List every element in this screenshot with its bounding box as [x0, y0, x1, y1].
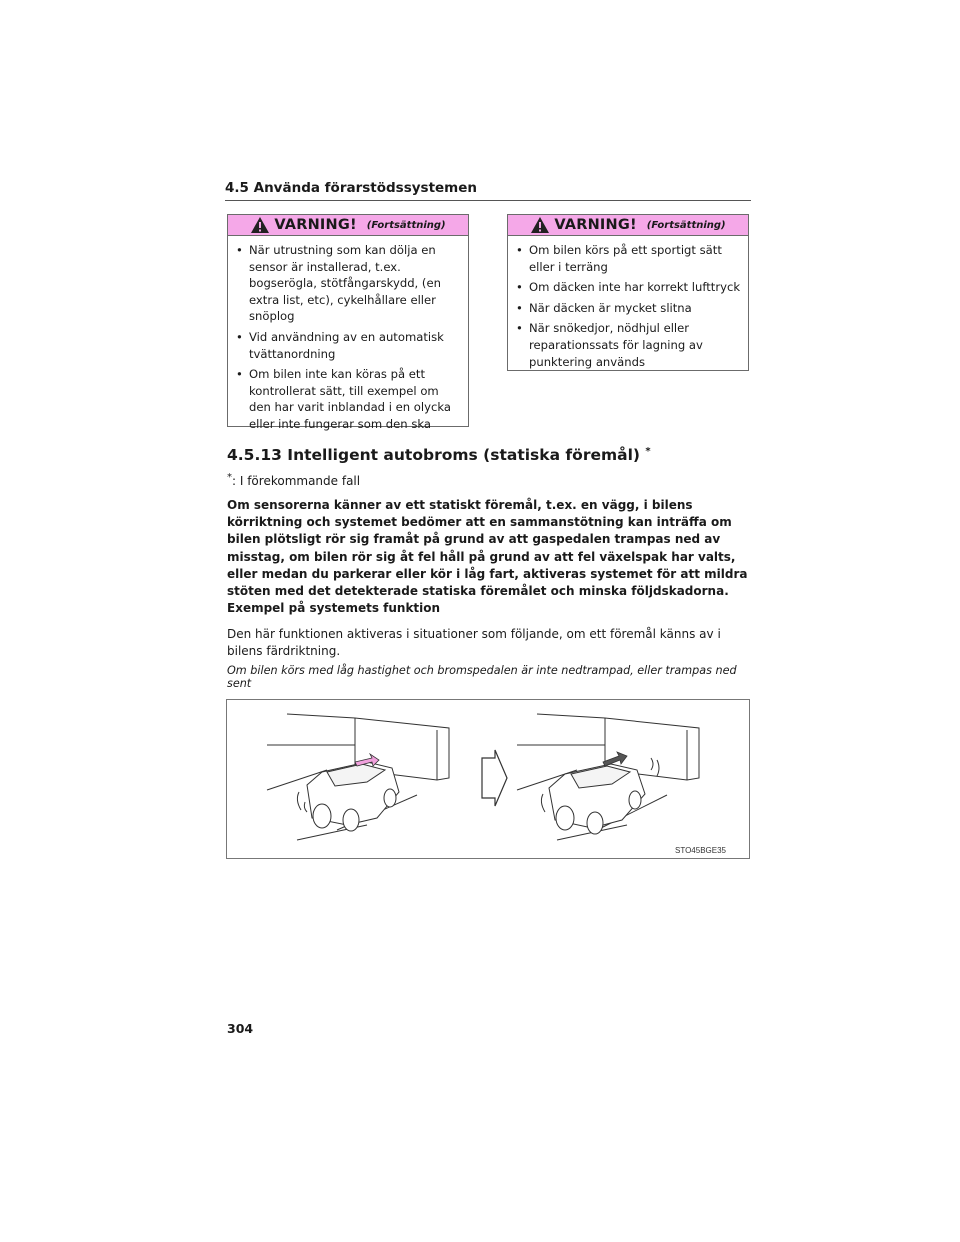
figure-code: STO45BGE35 [675, 846, 726, 855]
warning-header [228, 215, 468, 236]
heading-text: 4.5.13 Intelligent autobroms (statiska föremål) [227, 446, 640, 465]
warning-item: • När däcken är mycket slitna [516, 300, 742, 317]
warning-subtitle: (Fortsättning) [366, 219, 446, 231]
example-paragraph: Den här funktionen aktiveras i situationer som följande, om ett föremål känns av i bilens färdriktning. [227, 627, 721, 659]
warning-triangle-icon [530, 216, 550, 234]
scene-after [517, 714, 699, 840]
warning-list [228, 236, 468, 433]
illustration [226, 699, 750, 859]
footnote [227, 472, 360, 488]
parking-illustration [227, 700, 749, 858]
illustration-caption: Om bilen körs med låg hastighet och bromspedalen är inte nedtrampad, eller trampas ned sent [227, 664, 737, 690]
section-heading [227, 446, 651, 464]
section-header: 4.5 Använda förarstödssystemen [225, 180, 751, 201]
warning-item: • Om bilen inte kan köras på ett kontrollerat sätt, till exempel om den har varit inblandad i en olycka eller inte fungerar som den ska [236, 366, 462, 432]
scene-before [267, 714, 449, 840]
page-number: 304 [227, 1021, 254, 1036]
footnote-mark: * [227, 472, 232, 483]
warning-box-left [227, 214, 469, 431]
warning-subtitle: (Fortsättning) [646, 219, 726, 231]
warning-item: • Om bilen körs på ett sportigt sätt eller i terräng [516, 242, 742, 275]
warning-title: VARNING! [274, 217, 357, 233]
warning-title: VARNING! [554, 217, 637, 233]
sequence-arrow-icon [482, 750, 507, 806]
warning-item: • När snökedjor, nödhjul eller reparationssats för lagning av punktering används [516, 320, 742, 370]
warning-item: • När utrustning som kan dölja en sensor är installerad, t.ex. bogserögla, stötfångarskydd, (en extra list, etc), cykelhållare eller snöplog [236, 242, 462, 325]
warning-box-right [507, 214, 749, 371]
warning-header [508, 215, 748, 236]
footnote-text: : I förekommande fall [232, 474, 361, 488]
warning-item: • Vid användning av en automatisk tvättanordning [236, 329, 462, 362]
intro-paragraph: Om sensorerna känner av ett statiskt föremål, t.ex. en vägg, i bilens körriktning och systemet bedömer att en sammanstötning kan inträffa om bilen plötsligt rör sig framåt på grund av att gaspedalen trampas ned av misstag, om bilen rör sig åt fel håll på grund av att fel växelspak har valts, eller medan du parkerar eller kör i låg fart, aktiveras systemet för att mildra stöten med det detekterade statiska föremålet och minska följdskadorna. [227, 498, 748, 599]
warning-triangle-icon [250, 216, 270, 234]
warning-list [508, 236, 748, 370]
example-heading: Exempel på systemets funktion [227, 601, 441, 615]
heading-footnote-mark: * [645, 446, 651, 457]
warning-item: • Om däcken inte har korrekt lufttryck [516, 279, 742, 296]
